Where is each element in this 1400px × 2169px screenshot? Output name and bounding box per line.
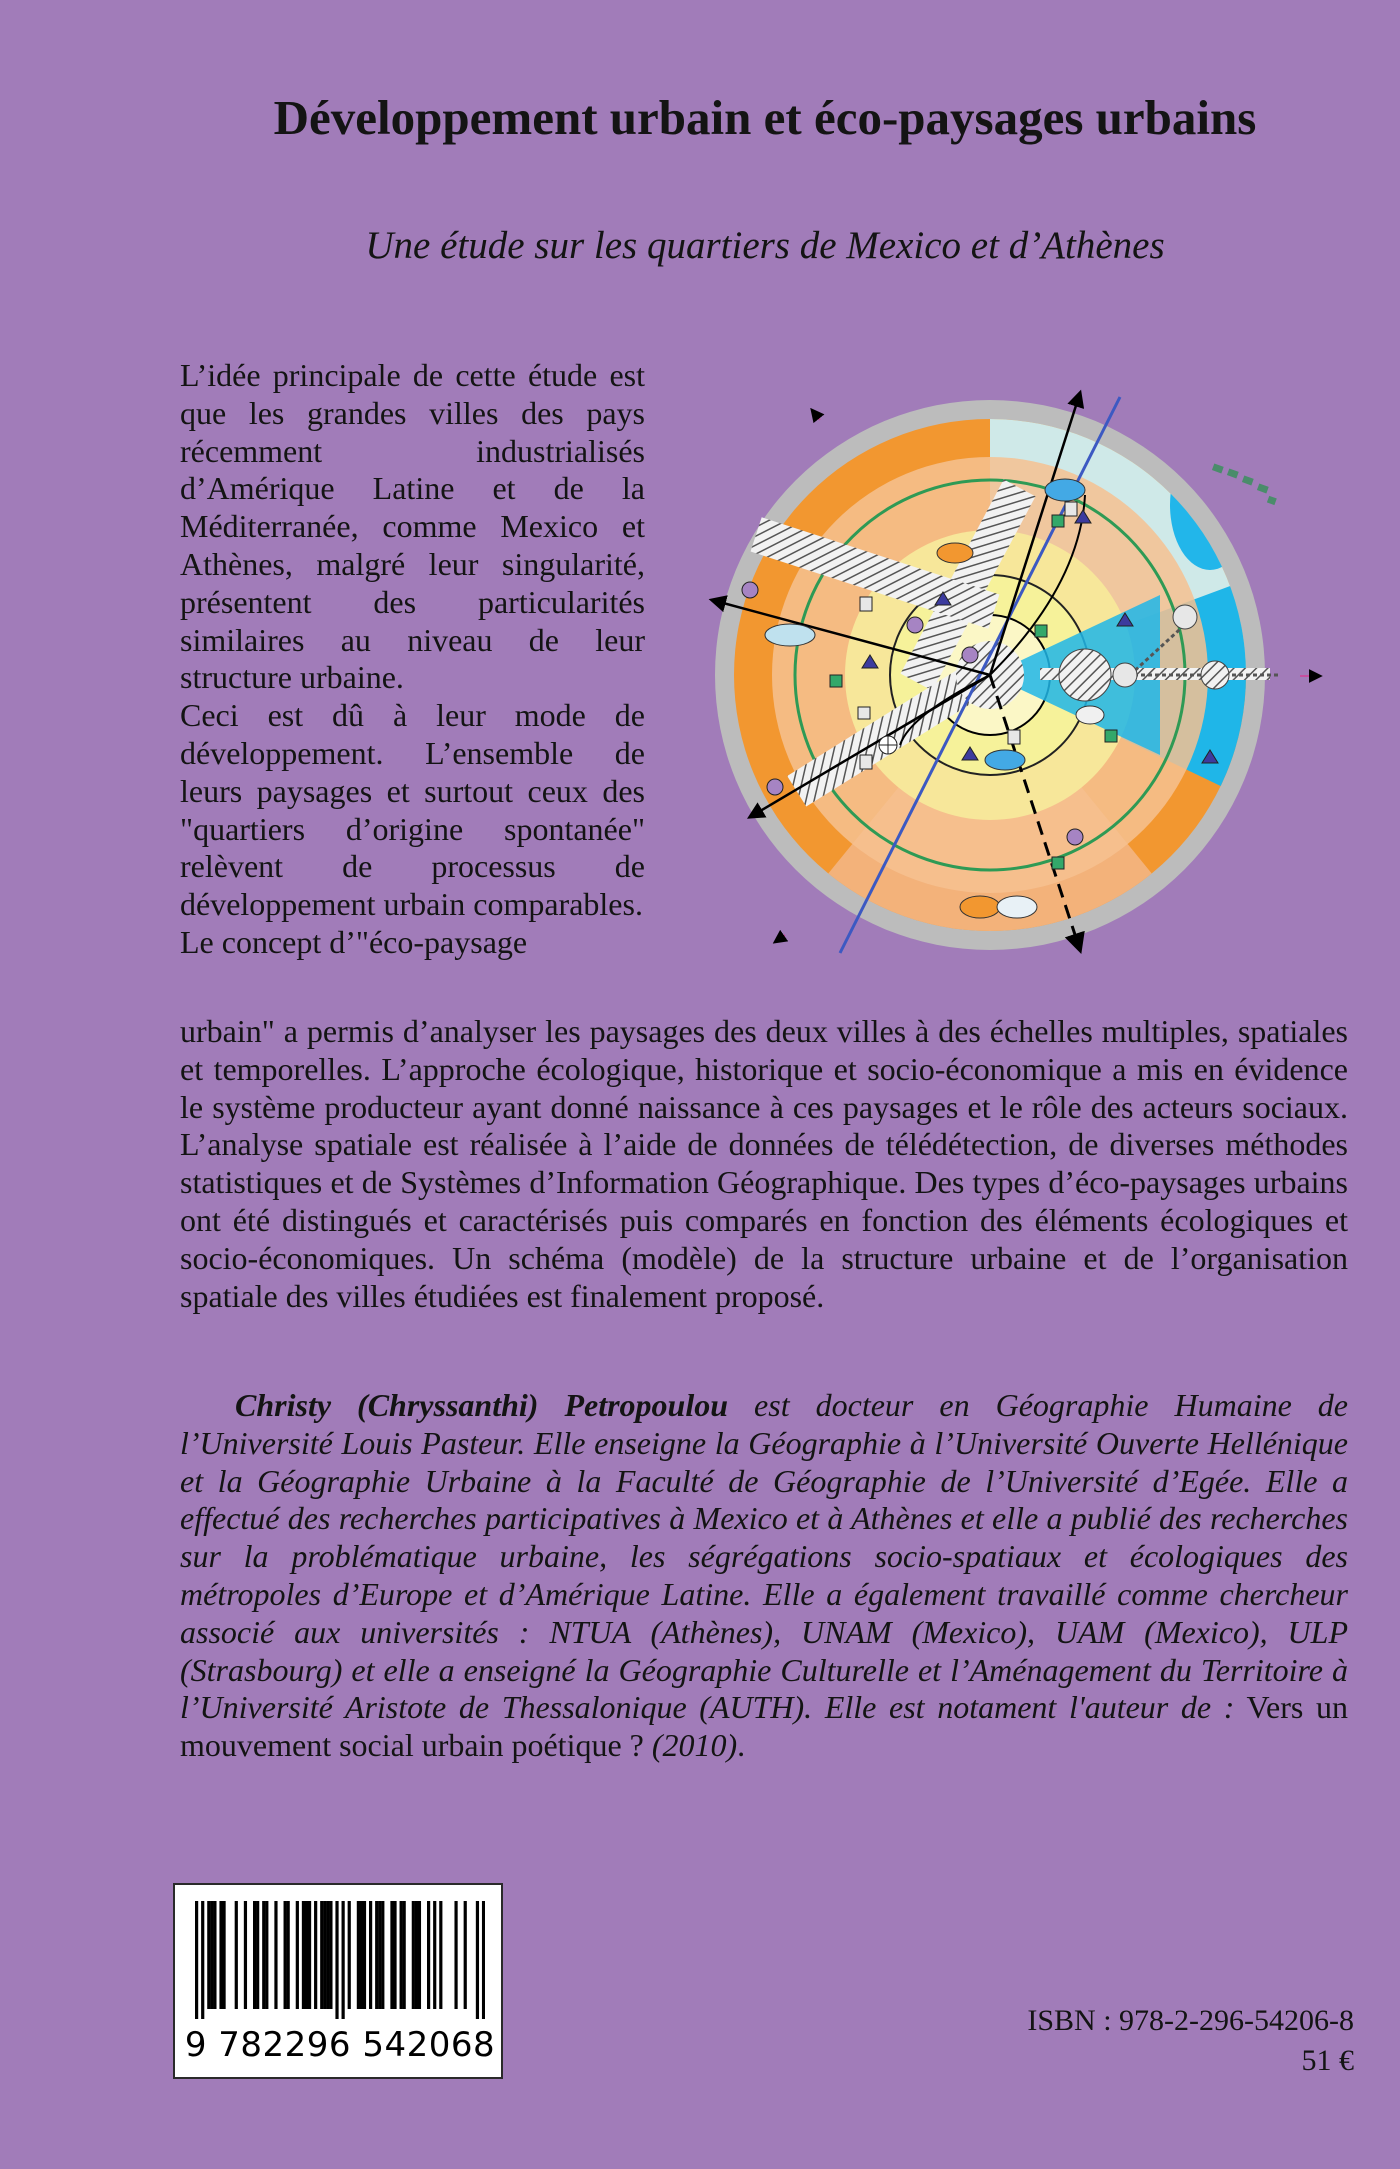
barcode-bar bbox=[403, 1901, 406, 2009]
barcode-bar bbox=[335, 1901, 338, 2019]
author-bio-text: est docteur en Géographie Humaine de l’Université Louis Pasteur. Elle enseigne la Géographie à l’Université Ouverte Hellénique et la Géographie Urbaine à la Faculté de Géographie de l’Université d’Egée. Elle a effectué des recherches participatives à Mexico et à Athènes et elle a publié des recherches sur la problématique urbaine, les ségrégations socio-spatiaux et écologiques des métropoles d’Europe et d’Amérique Latine. Elle a également travaillé comme chercheur associé aux universités : NTUA (Athènes), UNAM (Mexico), UAM (Mexico), ULP (Strasbourg) et elle a enseigné la Géographie Culturelle et l’Aménagement du Territoire à l’Université Aristote de Thessalonique (AUTH). Elle est notament l'auteur de : bbox=[180, 1387, 1348, 1726]
barcode-bar bbox=[274, 1901, 277, 2009]
barcode-bar bbox=[390, 1901, 393, 2009]
book-subtitle: Une étude sur les quartiers de Mexico et d’Athènes bbox=[365, 224, 1165, 267]
barcode-bar bbox=[253, 1901, 256, 2009]
price: 51 € bbox=[1301, 2044, 1354, 2077]
barcode-bar bbox=[357, 1901, 360, 2009]
urban-structure-diagram bbox=[690, 385, 1340, 965]
barcode-bar bbox=[360, 1901, 363, 2009]
barcode-bar bbox=[305, 1901, 308, 2009]
summary-intro bbox=[180, 357, 645, 962]
barcode-bar bbox=[256, 1901, 259, 2009]
barcode-bar bbox=[296, 1901, 299, 2009]
barcode-bar bbox=[375, 1901, 378, 2009]
barcode-bar bbox=[363, 1901, 366, 2009]
barcode-bar bbox=[412, 1901, 415, 2009]
barcode-bar bbox=[381, 1901, 384, 2009]
barcode-bar bbox=[320, 1901, 323, 2009]
barcode-bar bbox=[235, 1901, 238, 2009]
barcode-bar bbox=[348, 1901, 351, 2009]
barcode-bar bbox=[378, 1901, 381, 2009]
barcode-bar bbox=[213, 1901, 216, 2009]
barcode-bars bbox=[195, 1901, 485, 2019]
barcode-bar bbox=[464, 1901, 467, 2009]
barcode-digits: 9 782296 542068 bbox=[184, 2025, 496, 2065]
barcode-bar bbox=[302, 1901, 305, 2009]
book-title: Développement urbain et éco-paysages urbains bbox=[273, 90, 1257, 145]
barcode-bar bbox=[244, 1901, 247, 2009]
barcode-bar bbox=[393, 1901, 396, 2009]
author-name: Christy (Chryssanthi) Petropoulou bbox=[235, 1387, 729, 1423]
barcode-bar bbox=[207, 1901, 210, 2009]
author-book-year: (2010) bbox=[643, 1727, 738, 1764]
barcode-bar bbox=[329, 1901, 332, 2009]
barcode-bar bbox=[454, 1901, 457, 2009]
barcode-bar bbox=[265, 1901, 268, 2009]
barcode-bar bbox=[369, 1901, 372, 2009]
barcode-bar bbox=[201, 1901, 204, 2019]
barcode-bar bbox=[210, 1901, 213, 2009]
barcode-bar bbox=[418, 1901, 421, 2009]
author-bio-end: . bbox=[737, 1727, 746, 1764]
summary-paragraph-3-rest: urbain" a permis d’analyser les paysages des deux villes à des échelles multiples, spatiales et temporelles. L’approche écologique, historique et socio-économique a mis en évidence le système producteur ayant donné naissance à ces paysages et le rôle des acteurs sociaux. L’analyse spatiale est réalisée à l’aide de données de télédétection, de diverses méthodes statistiques et de Systèmes d’Information Géographique. Des types d’éco-paysages urbains ont été distingués et caractérisés puis comparés en fonction des éléments écologiques et socio-économiques. Un schéma (modèle) de la structure urbaine et de l’organisation spatiale des villes étudiées est finalement proposé. bbox=[180, 1013, 1348, 1314]
author-biography bbox=[180, 1387, 1348, 1765]
summary-paragraph-3-start: Le concept d’"éco-paysage bbox=[180, 923, 528, 960]
barcode-bar bbox=[427, 1901, 430, 2009]
barcode-bar bbox=[439, 1901, 442, 2009]
barcode-bar bbox=[342, 1901, 345, 2019]
summary-paragraph-1: L’idée principale de cette étude est que les grandes villes des pays récemment industrialisés d’Amérique Latine et de la Méditerranée, comme Mexico et Athènes, malgré leur singularité, présentent des particularités similaires au niveau de leur structure urbaine. bbox=[180, 357, 645, 696]
author-book-title: Vers un mouvement social urbain poétique ? bbox=[180, 1689, 1349, 1764]
barcode-bar bbox=[195, 1901, 198, 2019]
barcode-bar bbox=[433, 1901, 436, 2009]
barcode-bar bbox=[262, 1901, 265, 2009]
barcode-bar bbox=[326, 1901, 329, 2009]
barcode-bar bbox=[287, 1901, 290, 2009]
barcode-bar bbox=[219, 1901, 222, 2009]
barcode-bar bbox=[222, 1901, 225, 2009]
barcode-bar bbox=[476, 1901, 479, 2019]
barcode-bar bbox=[314, 1901, 317, 2009]
barcode-bar bbox=[415, 1901, 418, 2009]
barcode-bar bbox=[323, 1901, 326, 2009]
barcode-bar bbox=[308, 1901, 311, 2009]
summary-paragraph-2: Ceci est dû à leur mode de développement. L’ensemble de leurs paysages et surtout ceux des "quartiers d’origine spontanée" relèvent de processus de développement urbain comparables. bbox=[180, 697, 645, 923]
barcode-bar bbox=[482, 1901, 485, 2019]
isbn: ISBN : 978-2-296-54206-8 bbox=[1027, 2004, 1354, 2037]
summary-paragraph-3 bbox=[180, 1013, 1348, 1315]
barcode-bar bbox=[284, 1901, 287, 2009]
barcode bbox=[173, 1883, 503, 2079]
barcode-bar bbox=[400, 1901, 403, 2009]
